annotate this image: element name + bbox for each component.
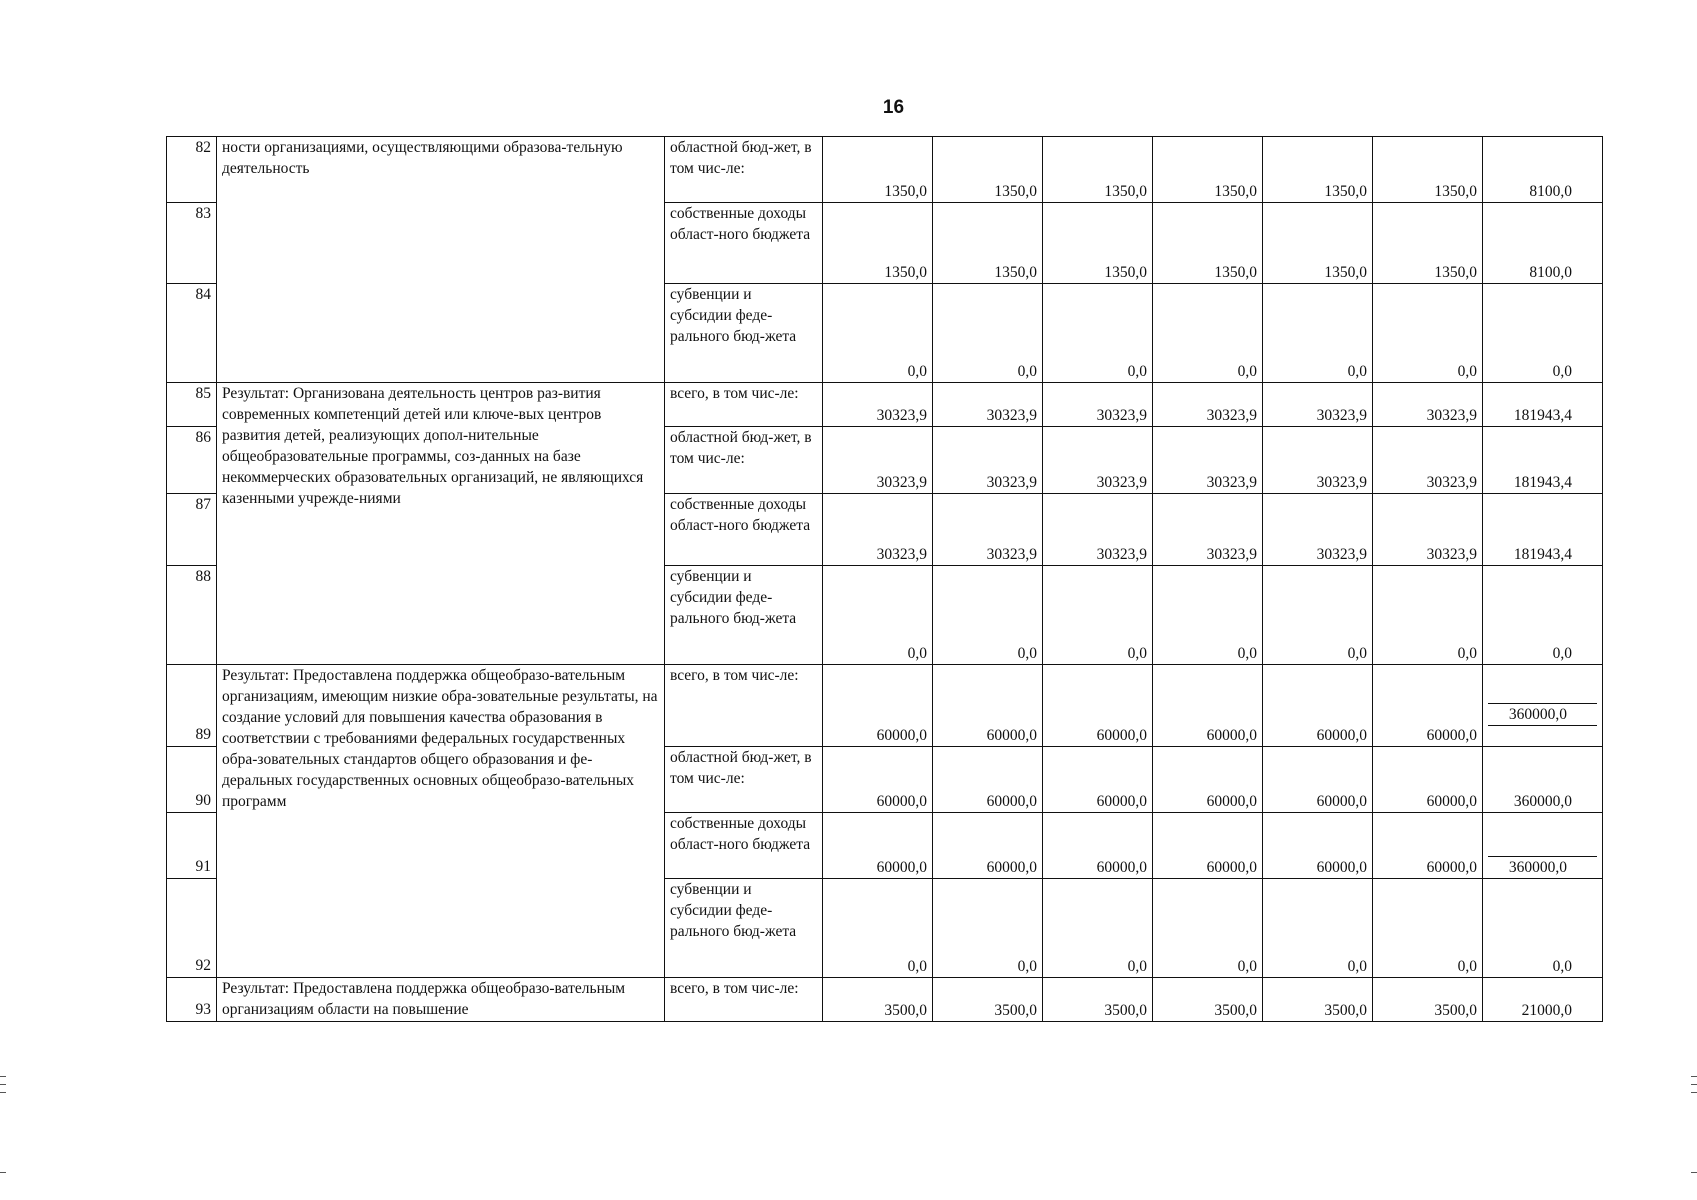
value-cell: 30323,9 <box>1263 494 1373 566</box>
value-cell: 30323,9 <box>1263 427 1373 494</box>
value-cell: 60000,0 <box>1373 813 1483 879</box>
value-cell: 3500,0 <box>933 978 1043 1022</box>
funding-source: областной бюд-жет, в том чис-ле: <box>665 427 823 494</box>
result-description: Результат: Предоставлена поддержка общеобразо-вательным организациям области на повышение <box>217 978 665 1022</box>
value-cell: 60000,0 <box>1263 747 1373 813</box>
value-cell: 0,0 <box>1153 879 1263 978</box>
value-cell: 1350,0 <box>823 203 933 284</box>
value-cell: 3500,0 <box>1373 978 1483 1022</box>
value-cell: 0,0 <box>1263 284 1373 383</box>
total-cell: 21000,0 <box>1483 978 1603 1022</box>
funding-source: всего, в том чис-ле: <box>665 383 823 427</box>
value-cell: 0,0 <box>1263 879 1373 978</box>
table-row <box>167 383 1603 427</box>
row-number: 85 <box>167 383 217 427</box>
value-cell: 60000,0 <box>1043 747 1153 813</box>
value-cell: 1350,0 <box>1153 203 1263 284</box>
total-cell <box>1483 665 1603 747</box>
budget-table <box>166 136 1603 1022</box>
row-number: 89 <box>167 665 217 747</box>
scan-edge-mark <box>0 1076 6 1077</box>
value-cell: 30323,9 <box>933 383 1043 427</box>
value-cell: 60000,0 <box>933 665 1043 747</box>
value-cell: 0,0 <box>823 879 933 978</box>
value-cell: 30323,9 <box>933 427 1043 494</box>
value-cell: 1350,0 <box>933 137 1043 203</box>
value-cell: 30323,9 <box>1373 494 1483 566</box>
value-cell: 60000,0 <box>933 747 1043 813</box>
value-cell: 60000,0 <box>1263 813 1373 879</box>
value-cell: 60000,0 <box>823 665 933 747</box>
value-cell: 30323,9 <box>1043 427 1153 494</box>
value-cell: 1350,0 <box>933 203 1043 284</box>
total-cell: 8100,0 <box>1483 203 1603 284</box>
value-cell: 60000,0 <box>823 813 933 879</box>
value-cell: 30323,9 <box>1153 494 1263 566</box>
value-cell: 0,0 <box>933 284 1043 383</box>
total-cell: 0,0 <box>1483 879 1603 978</box>
value-cell: 60000,0 <box>1263 665 1373 747</box>
value-cell: 0,0 <box>1373 566 1483 665</box>
value-cell: 0,0 <box>1373 879 1483 978</box>
value-cell: 60000,0 <box>823 747 933 813</box>
value-cell: 60000,0 <box>1373 665 1483 747</box>
row-number: 91 <box>167 813 217 879</box>
value-cell: 0,0 <box>1373 284 1483 383</box>
table-row <box>167 978 1603 1022</box>
funding-source: собственные доходы област-ного бюджета <box>665 813 823 879</box>
value-cell: 30323,9 <box>1153 427 1263 494</box>
value-cell: 1350,0 <box>1153 137 1263 203</box>
row-number: 86 <box>167 427 217 494</box>
total-cell: 181943,4 <box>1483 427 1603 494</box>
value-cell: 60000,0 <box>1043 813 1153 879</box>
cell-divider <box>1488 828 1597 857</box>
value-cell: 0,0 <box>933 879 1043 978</box>
row-number: 84 <box>167 284 217 383</box>
row-number: 82 <box>167 137 217 203</box>
value-cell: 1350,0 <box>1373 137 1483 203</box>
value-cell: 30323,9 <box>933 494 1043 566</box>
total-cell: 8100,0 <box>1483 137 1603 203</box>
value-cell: 0,0 <box>823 284 933 383</box>
value-cell: 1350,0 <box>1043 203 1153 284</box>
value-cell: 1350,0 <box>1263 203 1373 284</box>
row-number: 88 <box>167 566 217 665</box>
row-number: 87 <box>167 494 217 566</box>
value-cell: 3500,0 <box>1043 978 1153 1022</box>
cell-divider <box>1488 725 1597 746</box>
scan-edge-mark <box>1691 1092 1697 1093</box>
cell-divider <box>1488 675 1597 704</box>
funding-source: собственные доходы област-ного бюджета <box>665 203 823 284</box>
value-cell: 60000,0 <box>1153 665 1263 747</box>
scan-edge-mark <box>1691 1172 1697 1173</box>
row-number: 90 <box>167 747 217 813</box>
value-cell: 0,0 <box>1153 566 1263 665</box>
value-cell: 30323,9 <box>1263 383 1373 427</box>
value-cell: 0,0 <box>1043 566 1153 665</box>
value-cell: 30323,9 <box>1043 494 1153 566</box>
value-cell: 30323,9 <box>1043 383 1153 427</box>
result-description: Результат: Организована деятельность центров раз-вития современных компетенций детей или ключе-вых центров развития детей, реализующих допол-нительные общеобразовательные программы, соз-данных на базе некоммерческих образовательных организаций, не являющихся казенными учрежде-ниями <box>217 383 665 665</box>
value-cell: 1350,0 <box>1043 137 1153 203</box>
value-cell: 60000,0 <box>1373 747 1483 813</box>
scan-edge-mark <box>1691 1084 1697 1085</box>
funding-source: собственные доходы област-ного бюджета <box>665 494 823 566</box>
scan-edge-mark <box>0 1092 6 1093</box>
total-value: 360000,0 <box>1508 706 1567 723</box>
value-cell: 3500,0 <box>1153 978 1263 1022</box>
total-value: 360000,0 <box>1508 859 1567 876</box>
row-number: 83 <box>167 203 217 284</box>
funding-source: всего, в том чис-ле: <box>665 665 823 747</box>
total-cell: 181943,4 <box>1483 494 1603 566</box>
total-cell <box>1483 813 1603 879</box>
page-number: 16 <box>882 97 905 118</box>
total-cell: 181943,4 <box>1483 383 1603 427</box>
value-cell: 3500,0 <box>823 978 933 1022</box>
value-cell: 30323,9 <box>823 494 933 566</box>
value-cell: 1350,0 <box>1263 137 1373 203</box>
value-cell: 0,0 <box>1263 566 1373 665</box>
value-cell: 60000,0 <box>1153 747 1263 813</box>
value-cell: 0,0 <box>933 566 1043 665</box>
funding-source: всего, в том чис-ле: <box>665 978 823 1022</box>
value-cell: 0,0 <box>1153 284 1263 383</box>
scan-edge-mark <box>1691 1076 1697 1077</box>
value-cell: 0,0 <box>1043 879 1153 978</box>
total-cell: 360000,0 <box>1483 747 1603 813</box>
value-cell: 60000,0 <box>1043 665 1153 747</box>
value-cell: 30323,9 <box>1373 427 1483 494</box>
scan-edge-mark <box>0 1172 6 1173</box>
value-cell: 60000,0 <box>1153 813 1263 879</box>
value-cell: 30323,9 <box>823 383 933 427</box>
value-cell: 60000,0 <box>933 813 1043 879</box>
funding-source: областной бюд-жет, в том чис-ле: <box>665 747 823 813</box>
result-description: ности организациями, осуществляющими образова-тельную деятельность <box>217 137 665 383</box>
result-description: Результат: Предоставлена поддержка общеобразо-вательным организациям, имеющим низкие обра-зовательные результаты, на создание условий для повышения качества образования в соответствии с требованиями федеральных государственных обра-зовательных стандартов общего образования и фе-деральных государственных основных общеобразо-вательных программ <box>217 665 665 978</box>
funding-source: субвенции и субсидии феде-рального бюд-жета <box>665 284 823 383</box>
value-cell: 1350,0 <box>1373 203 1483 284</box>
funding-source: субвенции и субсидии феде-рального бюд-жета <box>665 566 823 665</box>
funding-source: областной бюд-жет, в том чис-ле: <box>665 137 823 203</box>
row-number: 93 <box>167 978 217 1022</box>
value-cell: 0,0 <box>1043 284 1153 383</box>
value-cell: 30323,9 <box>1373 383 1483 427</box>
value-cell: 0,0 <box>823 566 933 665</box>
row-number: 92 <box>167 879 217 978</box>
value-cell: 3500,0 <box>1263 978 1373 1022</box>
scan-edge-mark <box>0 1084 6 1085</box>
table-row <box>167 665 1603 747</box>
total-cell: 0,0 <box>1483 284 1603 383</box>
value-cell: 30323,9 <box>1153 383 1263 427</box>
funding-source: субвенции и субсидии феде-рального бюд-жета <box>665 879 823 978</box>
value-cell: 30323,9 <box>823 427 933 494</box>
value-cell: 1350,0 <box>823 137 933 203</box>
total-cell: 0,0 <box>1483 566 1603 665</box>
table-row <box>167 137 1603 203</box>
